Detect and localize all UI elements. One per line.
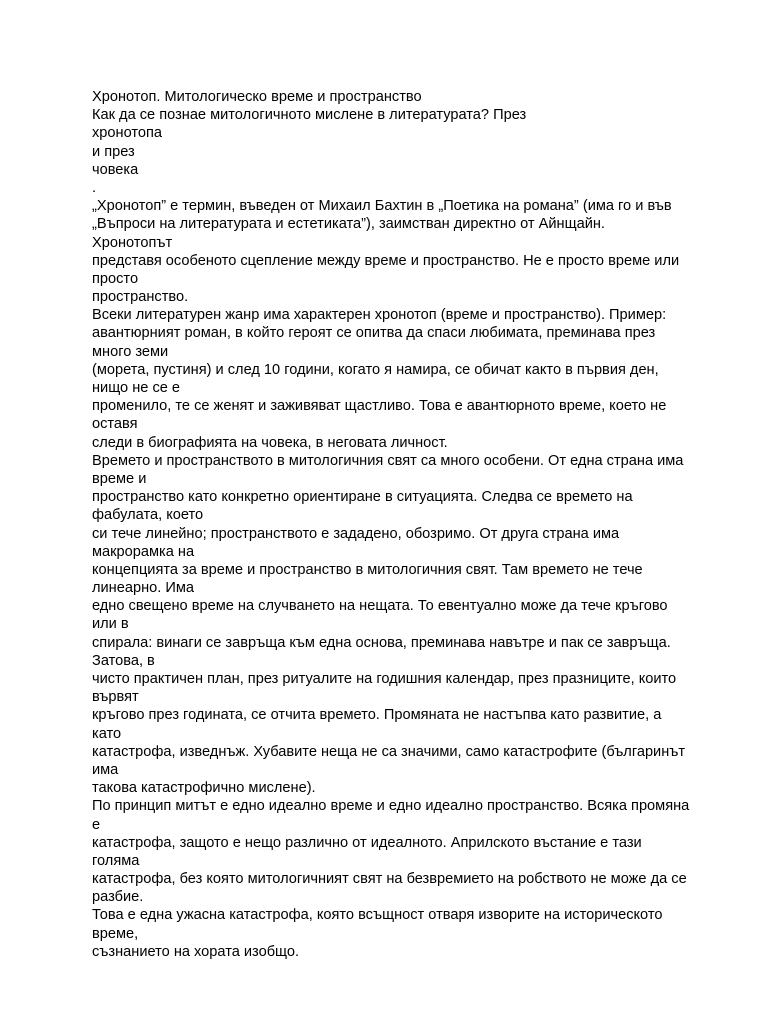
text-line: такова катастрофично мислене). (92, 780, 316, 797)
text-line: време, (92, 925, 139, 942)
text-line: По принцип митът е едно идеално време и едно идеално пространство. Всяка промяна (92, 798, 690, 815)
text-line: кръгово през годината, се отчита времето. Промяната не настъпва като развитие, а (92, 707, 662, 724)
text-line: Времето и пространството в митологичния свят са много особени. От една страна има (92, 452, 684, 469)
text-line: или в (92, 616, 129, 633)
text-line: фабулата, което (92, 507, 204, 524)
text-line: Затова, в (92, 652, 155, 669)
text-line: . (92, 179, 97, 196)
text-line: вървят (92, 689, 139, 706)
text-line: катастрофа, изведнъж. Хубавите неща не са значими, само катастрофите (българинът (92, 743, 686, 760)
text-line: си тече линейно; пространството е зададено, обозримо. От друга страна има (92, 525, 620, 542)
text-line: пространство като конкретно ориентиране в ситуацията. Следва се времето на (92, 489, 633, 506)
text-line: „Въпроси на литературата и естетиката”), заимстван директно от Айнщайн. (92, 216, 605, 233)
text-line: (морета, пустиня) и след 10 години, когато я намира, се обичат както в първия ден, (92, 361, 659, 378)
text-line: представя особеното сцепление между време и пространство. Не е просто време или (92, 252, 680, 269)
text-line: нищо не се е (92, 380, 181, 396)
text-line: разбие. (92, 889, 144, 906)
text-line: линеарно. Има (92, 580, 194, 597)
text-line: Хронотопът (92, 234, 173, 251)
text-line: като (92, 725, 122, 742)
text-line: Всеки литературен жанр има характерен хронотоп (време и пространство). Пример: (92, 307, 667, 324)
text-line: концепцията за време и пространство в митологичния свят. Там времето не тече (92, 561, 643, 578)
text-line: едно свещено време на случването на нещата. То евентуално може да тече кръгово (92, 598, 668, 615)
text-line: оставя (92, 416, 138, 433)
text-line: просто (92, 270, 139, 287)
text-line: катастрофа, защото е нещо различно от идеалното. Априлското въстание е тази (92, 834, 642, 851)
text-line: пространство. (92, 289, 189, 306)
text-line: Това е една ужасна катастрофа, която всъщност отваря изворите на историческото (92, 907, 663, 924)
text-line: Как да се познае митологичното мислене в литературата? През (92, 107, 527, 124)
text-line: авантюрният роман, в който героят се опитва да спаси любимата, преминава през (92, 325, 656, 342)
text-line: голяма (92, 852, 140, 869)
text-line: „Хронотоп” е термин, въведен от Михаил Бахтин в „Поетика на романа” (има го и във (92, 198, 672, 215)
text-line: макрорамка на (92, 543, 195, 560)
text-line: хронотопа (92, 125, 163, 142)
text-line: е (92, 816, 101, 833)
text-line: следи в биографията на човека, в неговата личност. (92, 434, 448, 451)
text-line: време и (92, 470, 147, 487)
document-body (92, 88, 692, 961)
text-line: и през (92, 143, 135, 160)
document-title: Хронотоп. Митологическо време и пространство (92, 89, 422, 105)
text-line: катастрофа, без която митологичният свят на безвремието на робството не може да се (92, 871, 687, 888)
text-line: има (92, 761, 119, 778)
text-line: човека (92, 161, 139, 178)
text-line: чисто практичен план, през ритуалите на годишния календар, през празниците, които (92, 671, 677, 687)
text-line: съзнанието на хората изобщо. (92, 943, 300, 960)
text-line: променило, те се женят и заживяват щастливо. Това е авантюрното време, което не (92, 398, 667, 415)
text-line: спирала: винаги се завръща към една основа, преминава навътре и пак се завръща. (92, 634, 671, 651)
text-line: много земи (92, 343, 169, 360)
